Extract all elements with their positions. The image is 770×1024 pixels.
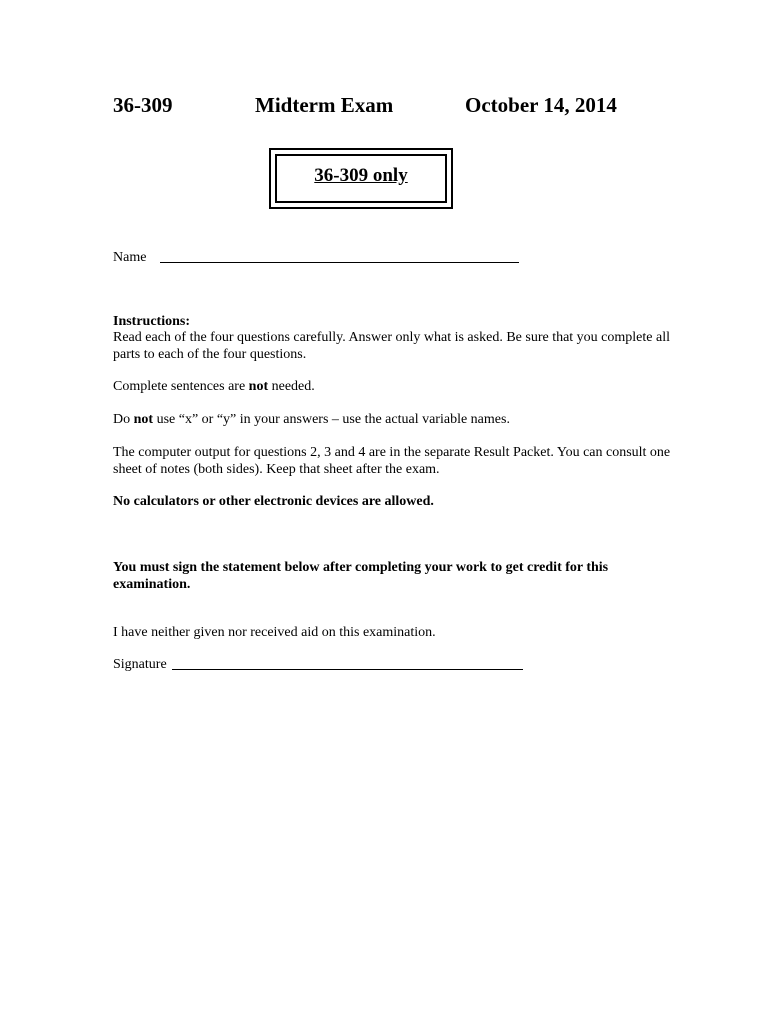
section-box	[269, 148, 453, 209]
honesty-pledge: I have neither given nor received aid on this examination.	[113, 625, 436, 640]
exam-date: October 14, 2014	[465, 93, 617, 117]
name-label: Name	[113, 250, 147, 265]
instructions-heading: Instructions:	[113, 314, 191, 329]
instructions-paragraph-read-carefully: Read each of the four questions carefully. Answer only what is asked. Be sure that you complete all parts to each of the four questions.	[113, 330, 670, 362]
instructions-paragraph-no-calculators: No calculators or other electronic devices are allowed.	[113, 494, 434, 509]
emphasis-not: not	[133, 412, 154, 427]
instructions-paragraph-complete-sentences	[113, 379, 673, 396]
text-segment: needed.	[268, 379, 315, 394]
text-segment: use “x” or “y” in your answers – use the actual variable names.	[153, 412, 510, 427]
section-label: 36-309 only	[314, 165, 408, 186]
text-segment: Complete sentences are	[113, 379, 249, 394]
instructions-paragraph-computer-output: The computer output for questions 2, 3 and 4 are in the separate Result Packet. You can consult one sheet of notes (both sides). Keep that sheet after the exam.	[113, 445, 671, 477]
course-number: 36-309	[113, 93, 173, 117]
signature-label: Signature	[113, 657, 167, 672]
exam-title: Midterm Exam	[255, 93, 394, 117]
text-segment: Do	[113, 412, 134, 427]
signature-notice: You must sign the statement below after completing your work to get credit for this examination.	[113, 560, 609, 592]
emphasis-not: not	[248, 379, 269, 394]
signature-field[interactable]	[172, 669, 523, 670]
instructions-paragraph-variable-names	[113, 412, 673, 429]
name-field[interactable]	[160, 262, 519, 263]
